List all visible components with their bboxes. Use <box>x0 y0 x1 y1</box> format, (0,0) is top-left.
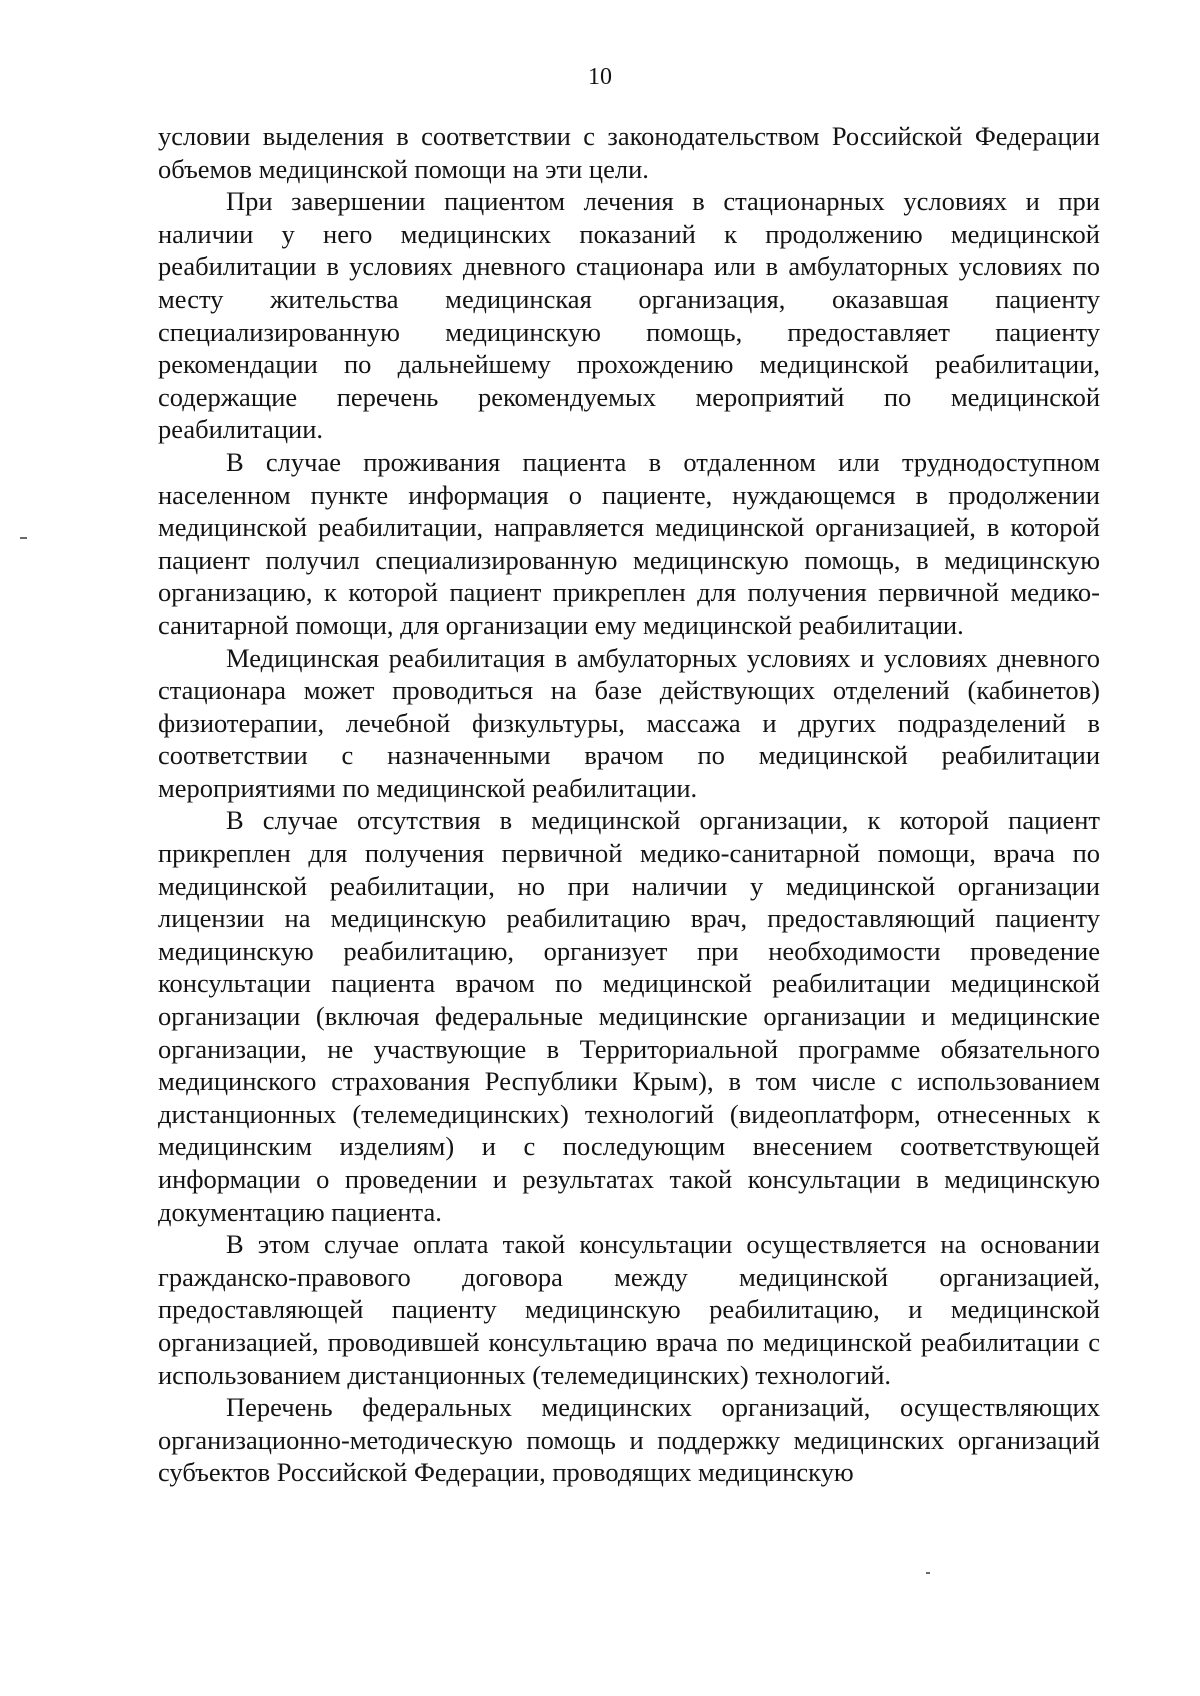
paragraph-absence-of-doctor: В случае отсутствия в медицинской организации, к которой пациент прикреплен для получения первичной медико-санитарной помощи, врача по медицинской реабилитации, но при наличии у медицинской организации лицензии на медицинскую реабилитацию врач, предоставляющий пациенту медицинскую реабилитацию, организует при необходимости проведение консультации пациента врачом по медицинской реабилитации медицинской организации (включая федеральные медицинские организации и медицинские организации, не участвующие в Территориальной программе обязательного медицинского страхования Республики Крым), в том числе с использованием дистанционных (телемедицинских) технологий (видеоплатформ, отнесенных к медицинским изделиям) и с последующим внесением соответствующей информации о проведении и результатах такой консультации в медицинскую документацию пациента. <box>158 805 1100 1227</box>
scan-artifact-dot <box>926 1572 930 1574</box>
page-number: 10 <box>588 64 612 90</box>
paragraph-remote-residence: В случае проживания пациента в отдаленном или труднодоступном населенном пункте информация о пациенте, нуждающемся в продолжении медицинской реабилитации, направляется медицинской организацией, в которой пациент получил специализированную медицинскую помощь, в медицинскую организацию, к которой пациент прикреплен для получения первичной медико-санитарной помощи, для организации ему медицинской реабилитации. <box>158 446 1100 640</box>
paragraph-federal-organizations-list: Перечень федеральных медицинских организаций, осуществляющих организационно-методическую помощь и поддержку медицинских организаций субъектов Российской Федерации, проводящих медицинскую <box>158 1392 1100 1488</box>
paragraph-consultation-payment: В этом случае оплата такой консультации осуществляется на основании гражданско-правового договора между медицинской организацией, предоставляющей пациенту медицинскую реабилитацию, и медицинской организацией, проводившей консультацию врача по медицинской реабилитации с использованием дистанционных (телемедицинских) технологий. <box>158 1229 1100 1390</box>
scan-artifact-dash <box>20 537 27 539</box>
document-body <box>158 120 1100 1489</box>
paragraph-discharge-recommendations: При завершении пациентом лечения в стационарных условиях и при наличии у него медицинских показаний к продолжению медицинской реабилитации в условиях дневного стационара или в амбулаторных условиях по месту жительства медицинская организация, оказавшая пациенту специализированную медицинскую помощь, предоставляет пациенту рекомендации по дальнейшему прохождению медицинской реабилитации, содержащие перечень рекомендуемых мероприятий по медицинской реабилитации. <box>158 186 1100 445</box>
paragraph-outpatient-rehabilitation: Медицинская реабилитация в амбулаторных условиях и условиях дневного стационара может проводиться на базе действующих отделений (кабинетов) физиотерапии, лечебной физкультуры, массажа и других подразделений в соответствии с назначенными врачом по медицинской реабилитации мероприятиями по медицинской реабилитации. <box>158 642 1100 803</box>
paragraph-continuation: условии выделения в соответствии с законодательством Российской Федерации объемов медицинской помощи на эти цели. <box>158 121 1100 184</box>
